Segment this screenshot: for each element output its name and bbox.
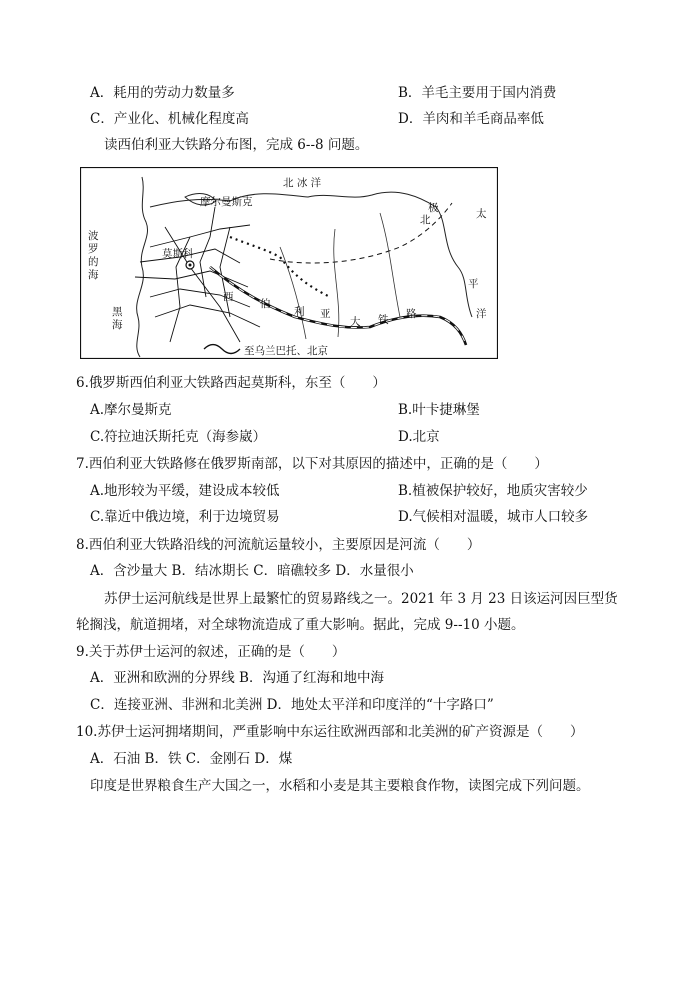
label-tie: 铁 <box>378 314 389 326</box>
q7-stem: 7.西伯利亚大铁路修在俄罗斯南部，以下对其原因的描述中，正确的是（ ） <box>76 456 548 472</box>
q7-option-d: D.气候相对温暖，城市人口较多 <box>398 509 589 525</box>
q9-options-line2: C．连接亚洲、非洲和北美洲 D．地处太平洋和印度洋的“十字路口” <box>90 697 494 713</box>
label-tai: 太 <box>476 208 487 220</box>
suez-intro-line1: 苏伊士运河航线是世界上最繁忙的贸易路线之一。2021 年 3 月 23 日该运河因巨型货 <box>104 591 618 607</box>
suez-intro-line2: 轮搁浅，航道拥堵，对全球物流造成了重大影响。据此，完成 9--10 小题。 <box>76 617 525 633</box>
q7-option-a: A.地形较为平缓，建设成本较低 <box>90 483 280 499</box>
india-intro: 印度是世界粮食生产大国之一，水稻和小麦是其主要粮食作物，读图完成下列问题。 <box>90 778 590 794</box>
trans-siberian-map <box>80 167 498 359</box>
q5-option-a: A．耗用的劳动力数量多 <box>90 85 235 101</box>
intro-6-8: 读西伯利亚大铁路分布图，完成 6--8 问题。 <box>104 137 369 153</box>
q5-option-b: B．羊毛主要用于国内消费 <box>398 85 557 101</box>
label-arctic-ocean: 北 冰 洋 <box>283 177 322 189</box>
label-ping: 平 <box>468 278 479 290</box>
label-bo: 伯 <box>260 298 271 310</box>
label-black-sea: 黑海 <box>112 306 123 331</box>
q10-stem: 10.苏伊士运河拥堵期间，严重影响中东运往欧洲西部和北美洲的矿产资源是（ ） <box>76 724 584 740</box>
label-route-note: 至乌兰巴托、北京 <box>244 345 328 357</box>
q10-options: A．石油 B．铁 C．金刚石 D．煤 <box>90 751 293 767</box>
label-ji-quan: 极 <box>428 202 439 214</box>
q8-options: A．含沙量大 B．结冰期长 C．暗礁较多 D．水量很小 <box>90 563 414 579</box>
label-lu: 路 <box>406 308 417 320</box>
q5-option-d: D．羊肉和羊毛商品率低 <box>398 111 544 127</box>
q7-option-b: B.植被保护较好，地质灾害较少 <box>398 483 588 499</box>
q9-stem: 9.关于苏伊士运河的叙述，正确的是（ ） <box>76 644 346 660</box>
q6-option-a: A.摩尔曼斯克 <box>90 402 172 418</box>
q7-option-c: C.靠近中俄边境，利于边境贸易 <box>90 509 280 525</box>
q6-option-c: C.符拉迪沃斯托克（海参崴） <box>90 429 267 445</box>
label-moscow: 莫斯科 <box>162 248 194 260</box>
label-bei-ji: 北 <box>420 214 431 226</box>
q5-option-c: C．产业化、机械化程度高 <box>90 111 249 127</box>
q8-stem: 8.西伯利亚大铁路沿线的河流航运量较小，主要原因是河流（ ） <box>76 537 481 553</box>
label-murmansk: 摩尔曼斯克 <box>200 196 253 208</box>
label-da: 大 <box>350 316 361 328</box>
label-baltic-sea: 波罗的海 <box>88 230 99 281</box>
label-yang: 洋 <box>476 308 487 320</box>
q9-options-line1: A．亚洲和欧洲的分界线 B．沟通了红海和地中海 <box>90 670 384 686</box>
q6-stem: 6.俄罗斯西伯利亚大铁路西起莫斯科，东至（ ） <box>76 375 386 391</box>
label-xi: 西 <box>223 291 234 303</box>
q6-option-d: D.北京 <box>398 429 440 445</box>
q6-option-b: B.叶卡捷琳堡 <box>398 402 480 418</box>
label-li: 利 <box>294 306 305 318</box>
label-ya: 亚 <box>320 308 331 320</box>
